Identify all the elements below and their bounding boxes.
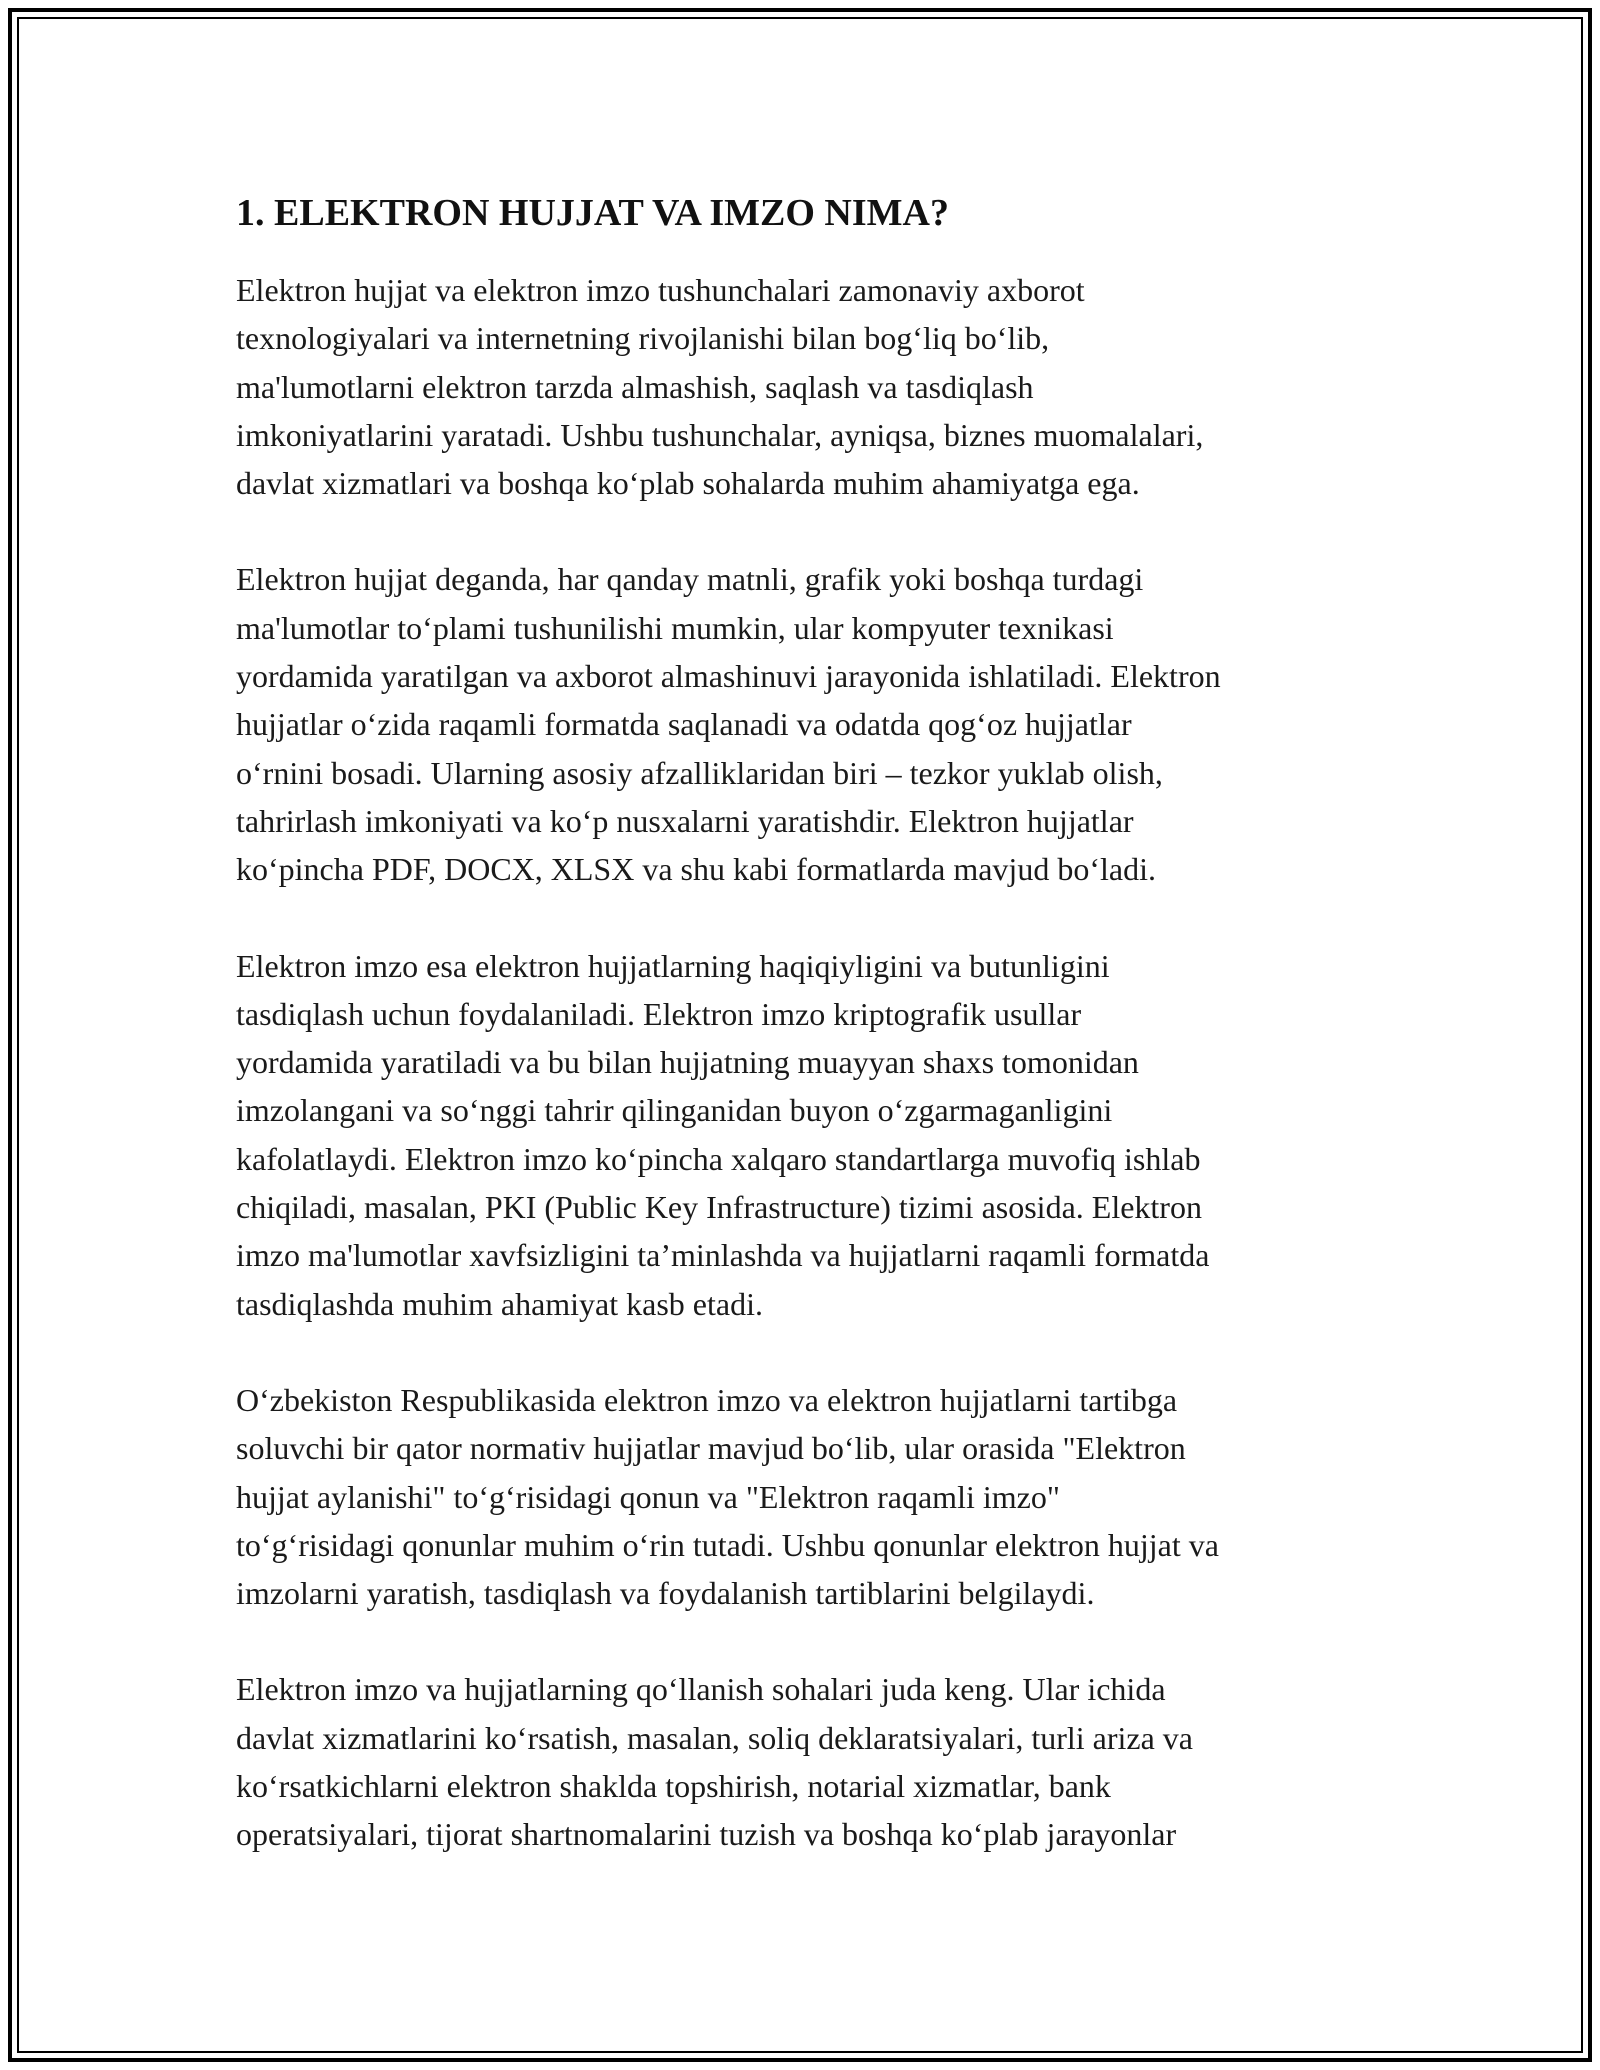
paragraph-5: Elektron imzo va hujjatlarning qo‘llanish sohalari juda keng. Ular ichida davlat xizmatlarini ko‘rsatish, masalan, soliq deklaratsiyalari, turli ariza va ko‘rsatkichlarni elektron shaklda topshirish, notarial xizmatlar, bank operatsiyalari, tijorat shartnomalarini tuzish va boshqa ko‘plab jarayonlar: [236, 1671, 1193, 1853]
section-heading: 1. ELEKTRON HUJJAT VA IMZO NIMA?: [236, 192, 949, 234]
document-body: [236, 186, 1376, 1907]
paragraph-2: Elektron hujjat deganda, har qanday matnli, grafik yoki boshqa turdagi ma'lumotlar to‘plami tushunilishi mumkin, ular kompyuter texnikasi yordamida yaratilgan va axborot almashinuvi jarayonida ishlatiladi. Elektron hujjatlar o‘zida raqamli formatda saqlanadi va odatda qog‘oz hujjatlar o‘rnini bosadi. Ularning asosiy afzalliklaridan biri – tezkor yuklab olish, tahrirlash imkoniyati va ko‘p nusxalarni yaratishdir. Elektron hujjatlar ko‘pincha PDF, DOCX, XLSX va shu kabi formatlarda mavjud bo‘ladi.: [236, 561, 1221, 888]
paragraph-4: O‘zbekiston Respublikasida elektron imzo va elektron hujjatlarni tartibga soluvchi bir qator normativ hujjatlar mavjud bo‘lib, ular orasida "Elektron hujjat aylanishi" to‘g‘risidagi qonun va "Elektron raqamli imzo" to‘g‘risidagi qonunlar muhim o‘rin tutadi. Ushbu qonunlar elektron hujjat va imzolarni yaratish, tasdiqlash va foydalanish tartiblarini belgilaydi.: [236, 1381, 1219, 1612]
paragraph-3: Elektron imzo esa elektron hujjatlarning haqiqiyligini va butunligini tasdiqlash uchun foydalaniladi. Elektron imzo kriptografik usullar yordamida yaratiladi va bu bilan hujjatning muayyan shaxs tomonidan imzolangani va so‘nggi tahrir qilinganidan buyon o‘zgarmaganligini kafolatlaydi. Elektron imzo ko‘pincha xalqaro standartlarga muvofiq ishlab chiqiladi, masalan, PKI (Public Key Infrastructure) tizimi asosida. Elektron imzo ma'lumotlar xavfsizligini ta’minlashda va hujjatlarni raqamli formatda tasdiqlashda muhim ahamiyat kasb etadi.: [236, 947, 1210, 1322]
paragraph-1: Elektron hujjat va elektron imzo tushunchalari zamonaviy axborot texnologiyalari va internetning rivojlanishi bilan bog‘liq bo‘lib, ma'lumotlarni elektron tarzda almashish, saqlash va tasdiqlash imkoniyatlarini yaratadi. Ushbu tushunchalar, ayniqsa, biznes muomalalari, davlat xizmatlari va boshqa ko‘plab sohalarda muhim ahamiyatga ega.: [236, 272, 1204, 502]
